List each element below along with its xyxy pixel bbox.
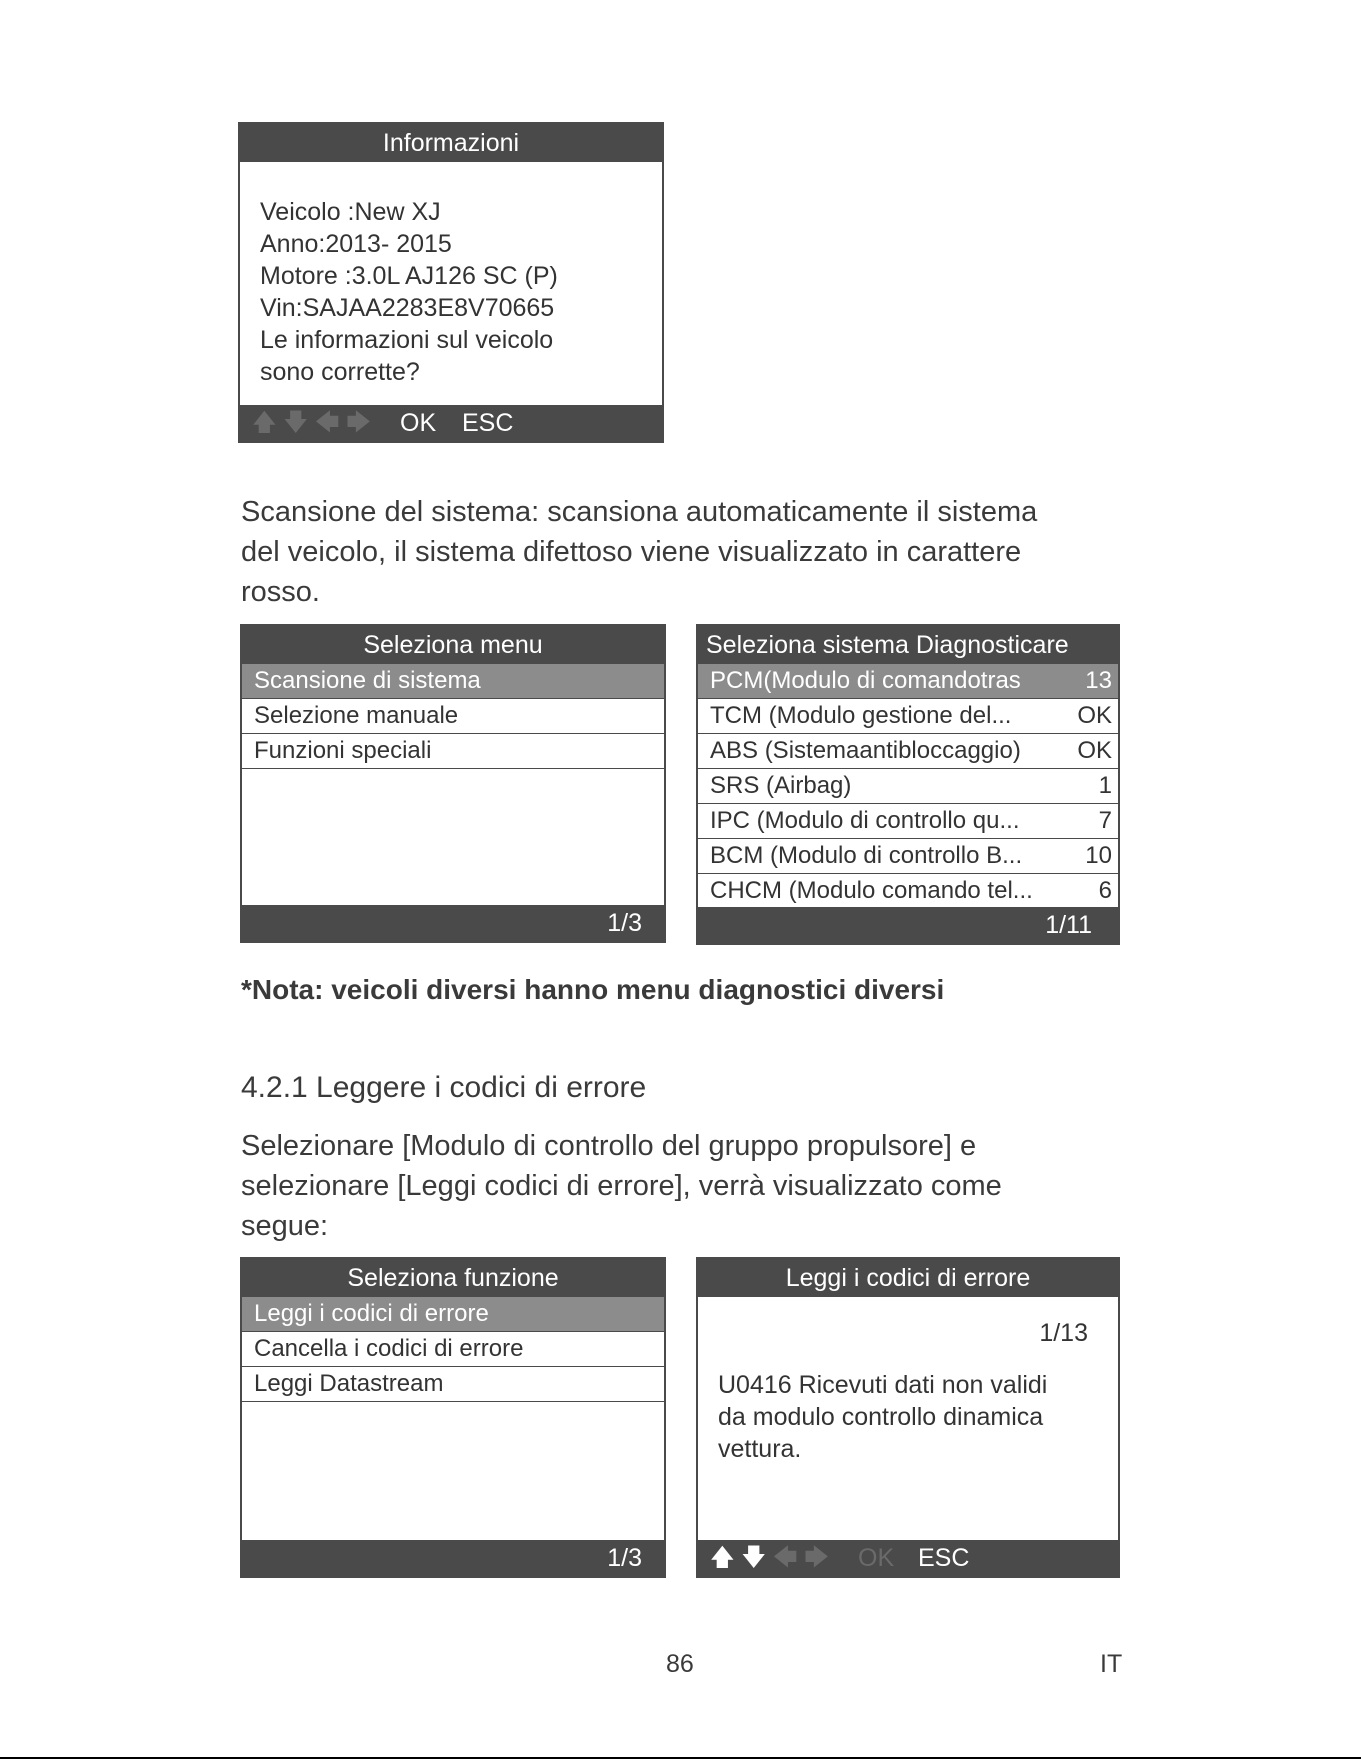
function-screen xyxy=(240,1257,666,1578)
system-row-abs[interactable] xyxy=(698,734,1118,769)
code-counter: 1/13 xyxy=(1039,1319,1088,1347)
system-row-chcm[interactable] xyxy=(698,874,1118,908)
text-line: Scansione del sistema: scansiona automaticamente il sistema xyxy=(241,496,1038,528)
menu-item-read-codes[interactable]: Leggi i codici di errore xyxy=(242,1297,664,1332)
system-name: CHCM (Modulo comando tel... xyxy=(710,877,1033,904)
arrow-left-icon: 🡄 xyxy=(314,409,340,436)
esc-button[interactable]: ESC xyxy=(918,1544,970,1572)
text-line: del veicolo, il sistema difettoso viene visualizzato in carattere xyxy=(241,536,1022,568)
system-name: SRS (Airbag) xyxy=(710,772,852,799)
function-screen-title: Seleziona funzione xyxy=(242,1259,664,1297)
info-screen-footer xyxy=(240,405,662,441)
nav-arrows xyxy=(252,405,371,441)
arrow-up-icon: 🡅 xyxy=(252,409,277,436)
arrow-right-icon: 🡆 xyxy=(346,409,371,436)
system-row-ipc[interactable] xyxy=(698,804,1118,839)
nav-arrows xyxy=(710,1540,829,1576)
page-number: 86 xyxy=(666,1650,694,1678)
language-code: IT xyxy=(1100,1650,1123,1678)
system-row-tcm[interactable] xyxy=(698,699,1118,734)
text-line: selezionare [Leggi codici di errore], verrà visualizzato come xyxy=(241,1170,1002,1202)
code-line: U0416 Ricevuti dati non validi xyxy=(718,1371,1048,1399)
system-status: OK xyxy=(1077,702,1112,729)
menu-item-manual-selection[interactable]: Selezione manuale xyxy=(242,699,664,734)
menu-screen xyxy=(240,624,666,943)
codes-screen-title: Leggi i codici di errore xyxy=(698,1259,1118,1297)
system-status: 1 xyxy=(1098,772,1112,799)
page-indicator: 1/11 xyxy=(1045,911,1092,939)
system-name: PCM(Modulo di comandotras xyxy=(710,667,1021,694)
read-codes-description xyxy=(241,1126,1002,1246)
info-line: sono corrette? xyxy=(260,358,420,386)
info-line: Le informazioni sul veicolo xyxy=(260,326,554,354)
section-title: 4.2.1 Leggere i codici di errore xyxy=(241,1071,647,1104)
menu-item-special-functions[interactable]: Funzioni speciali xyxy=(242,734,664,769)
system-screen xyxy=(696,624,1120,945)
info-screen-title: Informazioni xyxy=(240,124,662,162)
esc-button[interactable]: ESC xyxy=(462,409,514,437)
menu-screen-footer xyxy=(242,905,664,941)
arrow-down-icon: 🡇 xyxy=(283,409,309,436)
bottom-rule xyxy=(0,1757,1361,1759)
menu-item-read-datastream[interactable]: Leggi Datastream xyxy=(242,1367,664,1402)
ok-button: OK xyxy=(858,1544,895,1572)
menu-item-clear-codes[interactable]: Cancella i codici di errore xyxy=(242,1332,664,1367)
info-screen xyxy=(238,122,664,443)
menu-screen-title: Seleziona menu xyxy=(242,626,664,664)
system-status: 6 xyxy=(1098,877,1112,904)
system-name: IPC (Modulo di controllo qu... xyxy=(710,807,1020,834)
system-row-srs[interactable] xyxy=(698,769,1118,804)
code-line: vettura. xyxy=(718,1435,802,1463)
codes-screen-footer xyxy=(698,1540,1118,1576)
function-screen-footer xyxy=(242,1540,664,1576)
text-line: segue: xyxy=(241,1210,329,1242)
info-line: Veicolo :New XJ xyxy=(260,198,441,226)
system-status: 13 xyxy=(1085,667,1112,694)
system-status: OK xyxy=(1077,737,1112,764)
text-line: Selezionare [Modulo di controllo del gruppo propulsore] e xyxy=(241,1130,977,1162)
codes-screen xyxy=(696,1257,1120,1578)
info-line: Anno:2013- 2015 xyxy=(260,230,452,258)
info-line: Vin:SAJAA2283E8V70665 xyxy=(260,294,555,322)
page-indicator: 1/3 xyxy=(607,1544,642,1572)
page-indicator: 1/3 xyxy=(607,909,642,937)
system-name: ABS (Sistemaantibloccaggio) xyxy=(710,737,1021,764)
system-name: TCM (Modulo gestione del... xyxy=(710,702,1012,729)
menu-item-system-scan[interactable]: Scansione di sistema xyxy=(242,664,664,699)
system-status: 10 xyxy=(1085,842,1112,869)
info-line: Motore :3.0L AJ126 SC (P) xyxy=(260,262,558,290)
code-description xyxy=(718,1369,1047,1465)
system-row-bcm[interactable] xyxy=(698,839,1118,874)
system-screen-footer xyxy=(698,907,1118,943)
text-line: rosso. xyxy=(241,576,320,608)
system-name: BCM (Modulo di controllo B... xyxy=(710,842,1023,869)
code-line: da modulo controllo dinamica xyxy=(718,1403,1044,1431)
note-text: *Nota: veicoli diversi hanno menu diagnostici diversi xyxy=(241,974,945,1005)
arrow-up-icon[interactable]: 🡅 xyxy=(710,1544,735,1571)
scan-description xyxy=(241,492,1037,612)
system-status: 7 xyxy=(1098,807,1112,834)
arrow-left-icon: 🡄 xyxy=(772,1544,798,1571)
vehicle-info xyxy=(240,162,662,388)
system-row-pcm[interactable] xyxy=(698,664,1118,699)
system-screen-title: Seleziona sistema Diagnosticare xyxy=(698,626,1118,664)
arrow-right-icon: 🡆 xyxy=(804,1544,829,1571)
ok-button[interactable]: OK xyxy=(400,409,437,437)
arrow-down-icon[interactable]: 🡇 xyxy=(741,1544,767,1571)
